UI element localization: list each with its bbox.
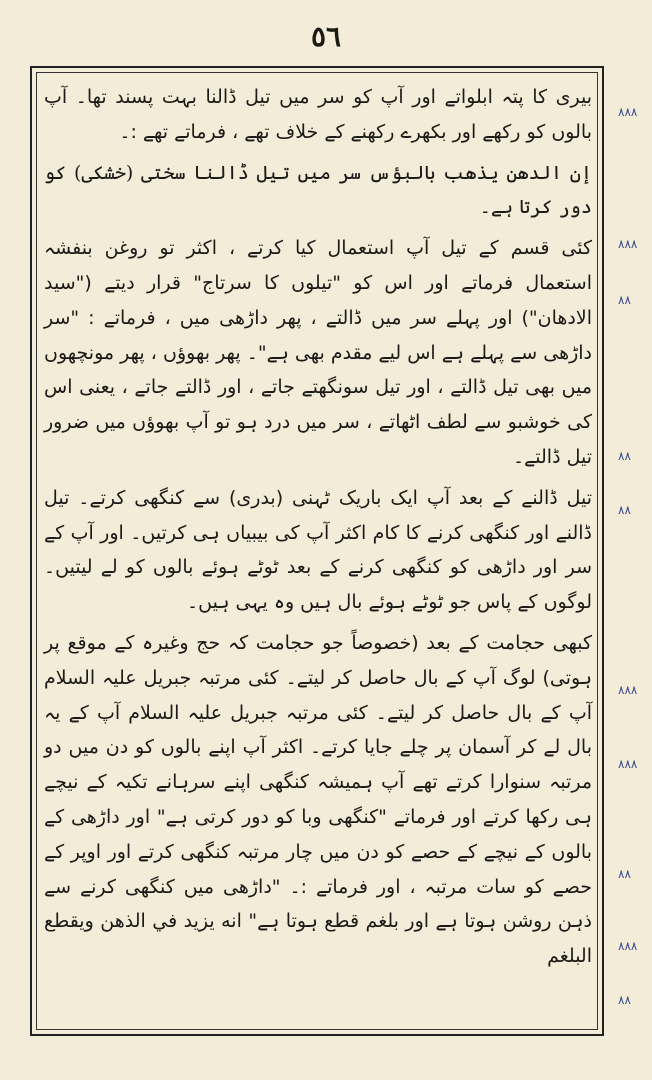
margin-mark: ٨٨٨ xyxy=(618,105,638,119)
margin-mark: ٨٨ xyxy=(618,867,631,881)
page-number: ٥٦ xyxy=(310,20,342,53)
margin-mark: ٨٨ xyxy=(618,993,631,1007)
paragraph-1: بیری کا پتہ ابلواتے اور آپ کو سر میں تیل ڈالنا بہت پسند تھا۔ آپ بالوں کو رکھے اور بکھرے رکھنے کے خلاف تھے ، فرماتے تھے :۔ xyxy=(44,86,592,143)
paragraph-5: کبھی حجامت کے بعد (خصوصاً جو حجامت کہ حج وغیرہ کے موقع پر ہوتی) لوگ آپ کے بال حاصل کر لیتے۔ کئی مرتبہ جبریل علیہ السلام آپ کے بال حاصل کر لیتے۔ کئی مرتبہ جبریل علیہ السلام آپ کے یہ بال لے کر آسمان پر چلے جایا کرتے۔ اکثر آپ اپنے بالوں کو دن میں دو مرتبہ سنوارا کرتے تھے آپ ہمیشہ کنگھی اپنے سرہانے تکیہ کے نیچے ہی رکھا کرتے اور فرماتے "کنگھی وبا کو دور کرتی ہے" اور داڑھی کے بالوں کے نیچے کے حصے کو دن میں چار مرتبہ کنگھی کرتے اور اوپر کے حصے کو سات مرتبہ ، اور فرماتے :۔ "داڑھی میں کنگھی کرنے سے ذہن روشن ہوتا ہے اور بلغم قطع ہوتا ہے" انه يزيد في الذهن ويقطع البلغم xyxy=(44,631,592,968)
paragraph-4: تیل ڈالنے کے بعد آپ ایک باریک ٹہنی (بدری) سے کنگھی کرتے۔ تیل ڈالنے اور کنگھی کرنے کا کام اکثر آپ کی بیبیاں ہی کرتیں۔ اور آپ کے سر اور داڑھی کو کنگھی کرنے کے بعد ٹوٹے ہوئے بالوں کو لے لیتیں۔ لوگوں کے پاس جو ٹوٹے ہوئے بال ہیں وہ یہی ہیں۔ xyxy=(44,486,592,614)
page-body xyxy=(44,80,592,980)
paragraph-2: إن الدهن يذهب بالبؤس سر میں تیل ڈالنا سختی (خشکی) کو دور کرتا ہے۔ xyxy=(44,161,592,219)
margin-mark: ٨٨ xyxy=(618,503,631,517)
margin-mark: ٨٨٨ xyxy=(618,237,638,251)
margin-mark: ٨٨٨ xyxy=(618,683,638,697)
margin-mark: ٨٨ xyxy=(618,293,631,307)
margin-mark: ٨٨٨ xyxy=(618,939,638,953)
paragraph-3: کئی قسم کے تیل آپ استعمال کیا کرتے ، اکثر تو روغن بنفشہ استعمال فرماتے اور اس کو "تیلوں کا سرتاج" قرار دیتے ("سید الادھان") اور پہلے سر میں ڈالتے ، پھر داڑھی میں ، فرماتے : "سر داڑھی سے پہلے ہے اس لیے مقدم بھی ہے"۔ پھر بھوؤں ، پھر مونچھوں میں بھی تیل ڈالتے ، اور تیل سونگھتے جاتے ، اور ڈالتے جاتے ، یعنی اس کی خوشبو سے لطف اٹھاتے ، سر میں درد ہو تو آپ بھوؤں میں ضرور تیل ڈالتے۔ xyxy=(44,237,592,468)
margin-annotations xyxy=(616,0,652,1080)
margin-mark: ٨٨٨ xyxy=(618,757,638,771)
margin-mark: ٨٨ xyxy=(618,449,631,463)
